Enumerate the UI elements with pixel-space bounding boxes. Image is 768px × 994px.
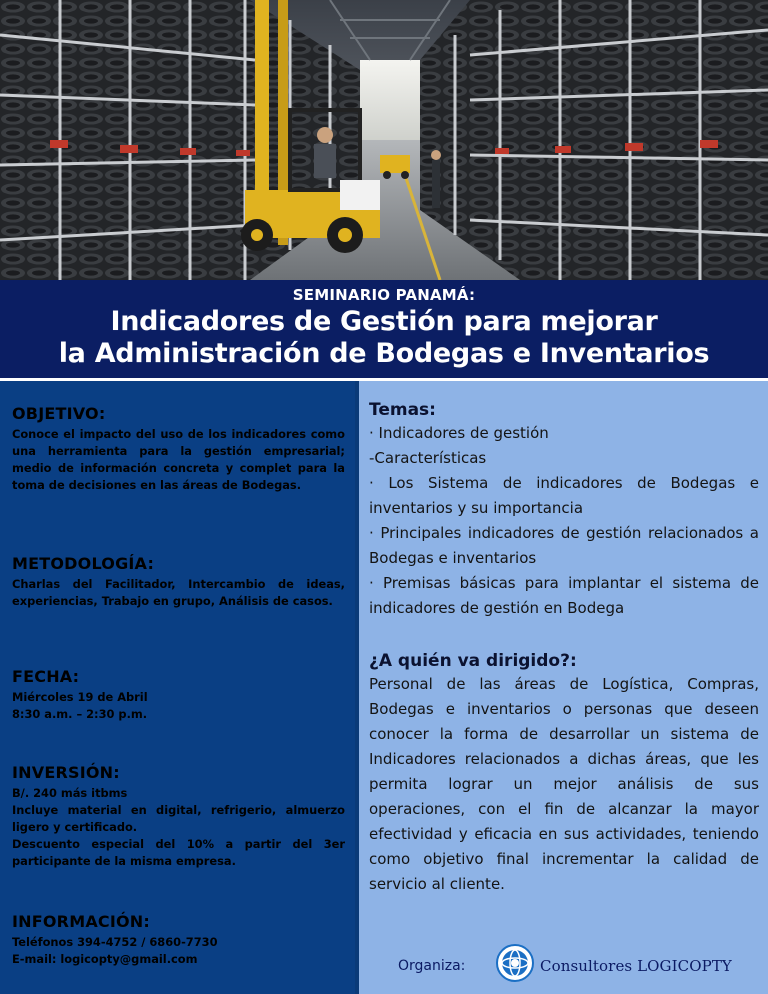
title-banner [0, 280, 768, 378]
title-line-2: la Administración de Bodegas e Inventarios [58, 338, 710, 369]
metodologia-text: Charlas del Facilitador, Intercambio de ideas, experiencias, Trabajo en grupo, Análisis de casos. [12, 577, 345, 608]
informacion-section [12, 912, 345, 968]
inversion-heading: INVERSIÓN: [12, 763, 120, 782]
informacion-email[interactable]: E-mail: logicopty@gmail.com [12, 952, 198, 966]
inversion-includes: Incluye material en digital, refrigerio, almuerzo ligero y certificado. [12, 803, 345, 834]
metodologia-heading: METODOLOGÍA: [12, 554, 155, 573]
brand-name: Consultores LOGICOPTY [540, 957, 732, 975]
fecha-day: Miércoles 19 de Abril [12, 690, 148, 704]
dirigido-heading: ¿A quién va dirigido?: [369, 651, 577, 671]
dirigido-section [369, 650, 759, 897]
organiza-label: Organiza: [398, 958, 466, 974]
seminar-kicker: SEMINARIO PANAMÁ: [292, 286, 476, 304]
title-line-1: Indicadores de Gestión para mejorar [110, 306, 658, 337]
tema-item: · Principales indicadores de gestión relacionados a Bodegas e inventarios [369, 524, 759, 567]
warehouse-forklift-image [0, 0, 768, 280]
dirigido-text: Personal de las áreas de Logística, Compras, Bodegas e inventarios o personas que deseen conocer la forma de desarrollar un sistema de Indicadores relacionados a dichas áreas, que les permita lograr un mejor análisis de sus operaciones, con el fin de alcanzar la mayor efectividad y eficacia en sus actividades, teniendo como objetivo final incrementar la calidad de servicio al cliente. [369, 675, 759, 893]
metodologia-section [12, 554, 345, 610]
inversion-section [12, 763, 345, 870]
tema-item: · Los Sistema de indicadores de Bodegas e inventarios y su importancia [369, 474, 759, 517]
inversion-price: B/. 240 más itbms [12, 786, 128, 800]
informacion-phones: Teléfonos 394-4752 / 6860-7730 [12, 935, 218, 949]
fecha-heading: FECHA: [12, 667, 80, 686]
objetivo-section [12, 404, 345, 494]
tema-item: · Premisas básicas para implantar el sistema de indicadores de gestión en Bodega [369, 574, 759, 617]
temas-heading: Temas: [369, 400, 436, 420]
warehouse-photo [0, 0, 768, 280]
informacion-heading: INFORMACIÓN: [12, 912, 150, 931]
fecha-time: 8:30 a.m. – 2:30 p.m. [12, 707, 148, 721]
tema-item: -Características [369, 449, 487, 467]
objetivo-heading: OBJETIVO: [12, 404, 106, 423]
logicopty-logo-icon [496, 944, 534, 982]
inversion-discount: Descuento especial del 10% a partir del 3er participante de la misma empresa. [12, 837, 345, 868]
fecha-section [12, 667, 345, 723]
tema-item: · Indicadores de gestión [369, 424, 549, 442]
objetivo-text: Conoce el impacto del uso de los indicadores como una herramienta para la gestión empresarial; medio de información concreta y complet para la toma de decisiones en las áreas de Bodegas. [12, 427, 345, 492]
temas-section [369, 399, 759, 621]
